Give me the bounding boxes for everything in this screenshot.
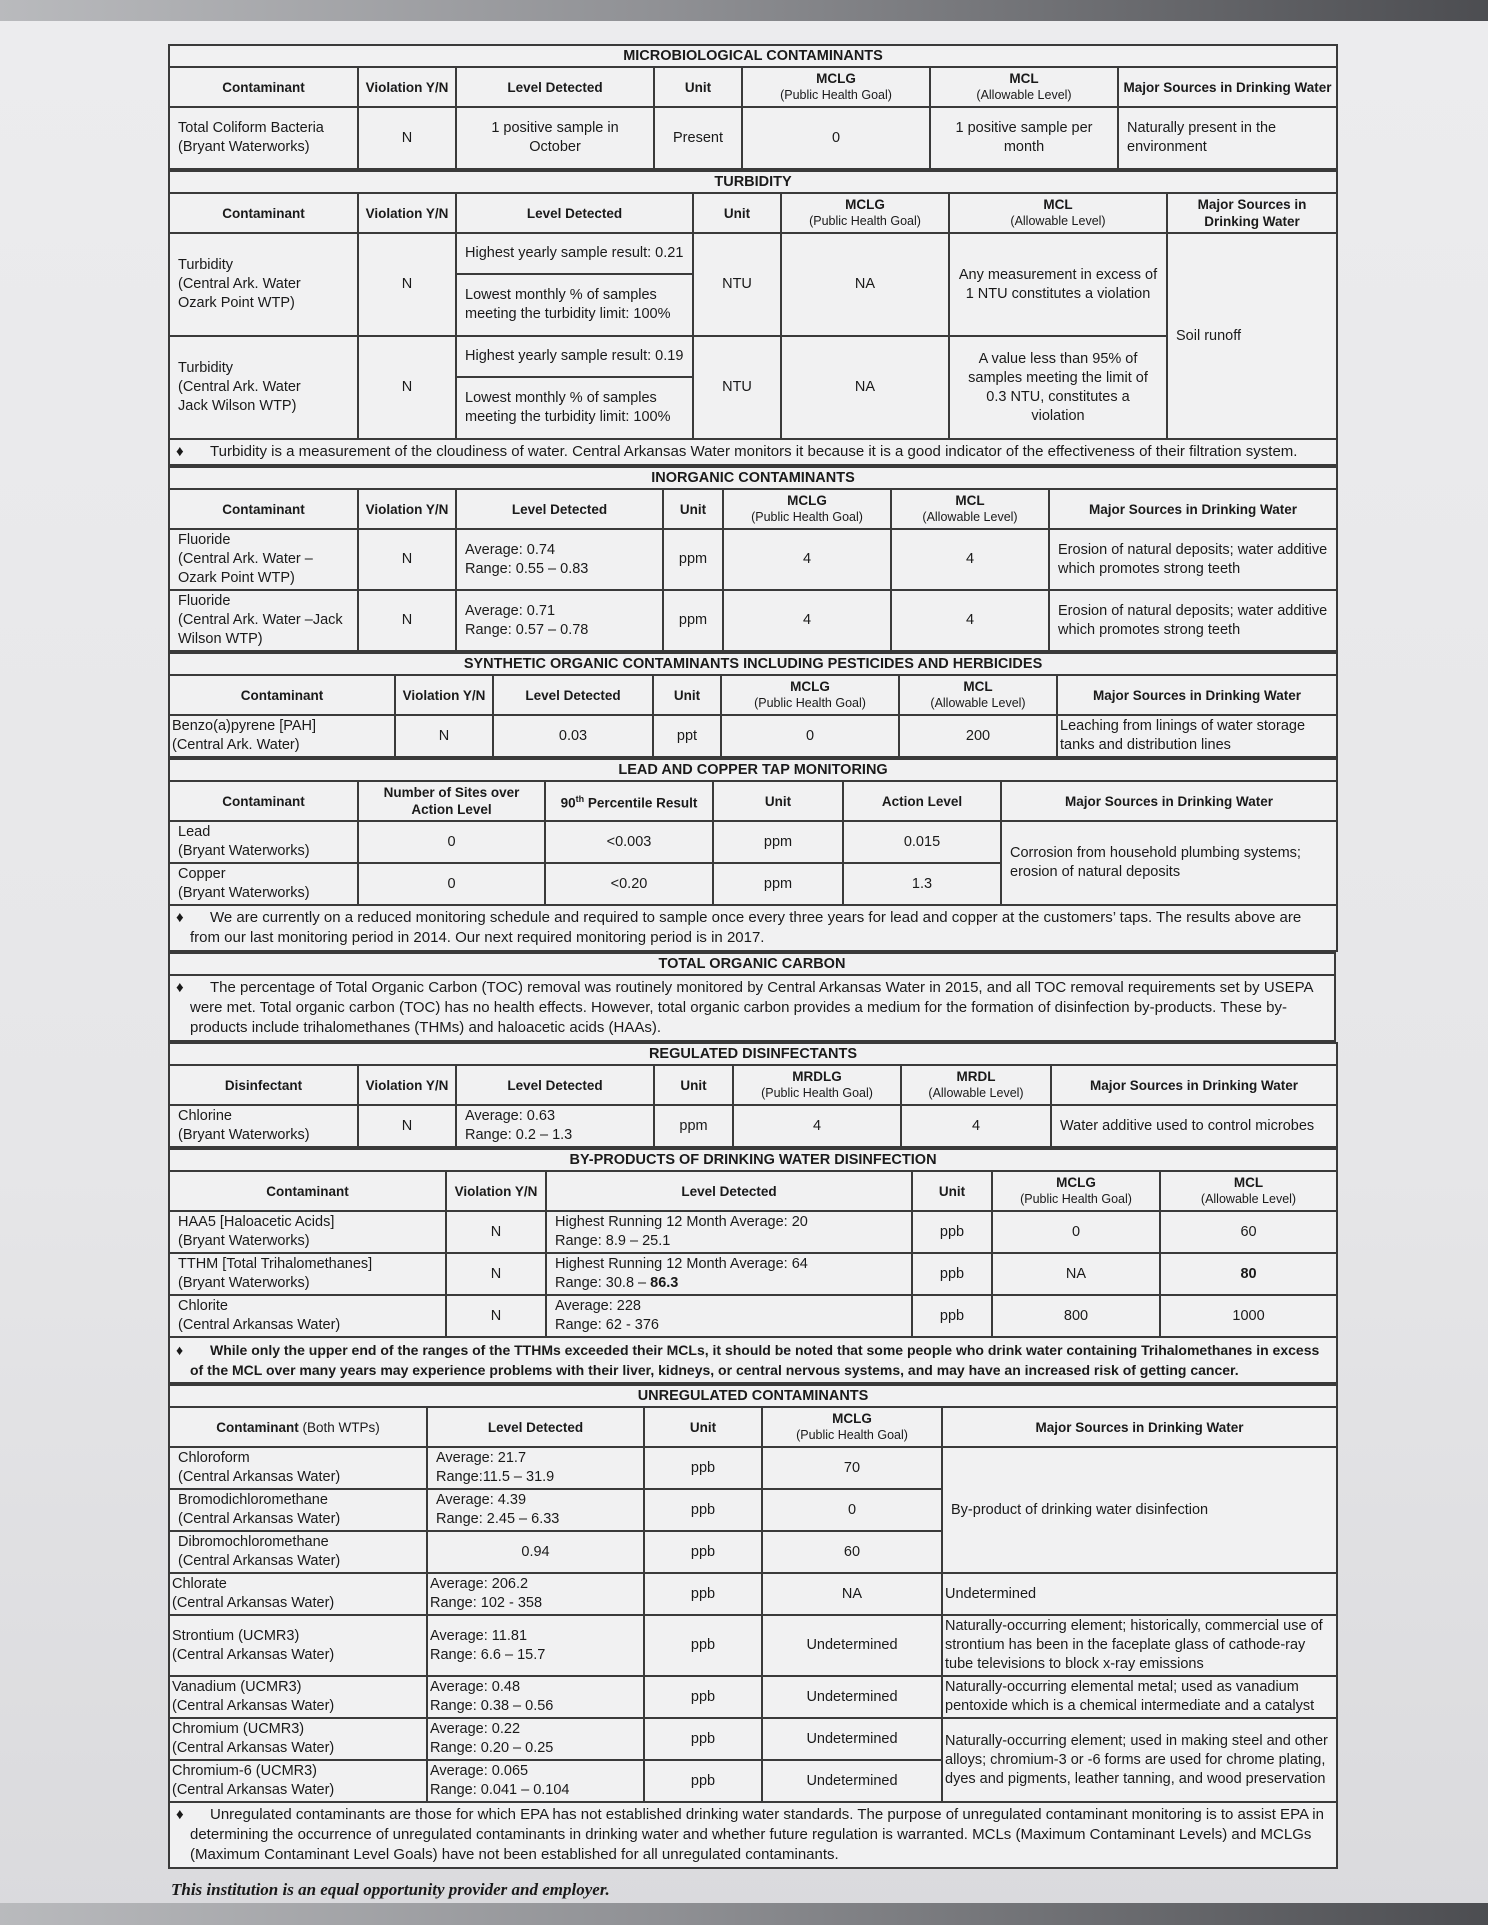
source-cell: Water additive used to control microbes — [1051, 1105, 1337, 1147]
violation-cell: N — [358, 107, 456, 169]
col-header: Unit — [713, 781, 843, 821]
level-cell: Average: 21.7 Range:11.5 – 31.9 — [427, 1447, 644, 1489]
col-header: Major Sources in Drinking Water — [1001, 781, 1337, 821]
mcl-cell: 1 positive sample per month — [930, 107, 1118, 169]
unit-cell: NTU — [693, 233, 781, 336]
col-header: Major Sources in Drinking Water — [1049, 489, 1337, 529]
top-decorative-bar — [0, 0, 1488, 21]
level-cell: Lowest monthly % of samples meeting the turbidity limit: 100% — [456, 274, 693, 336]
turbidity-table — [168, 170, 1338, 466]
contaminant-cell: Chromium-6 (UCMR3) (Central Arkansas Water) — [169, 1760, 427, 1802]
unit-cell: ppm — [654, 1105, 733, 1147]
unit-cell: ppb — [644, 1676, 762, 1718]
diamond-bullet-icon: ♦ — [176, 1342, 184, 1358]
col-header: Number of Sites over Action Level — [358, 781, 545, 821]
contaminant-cell: Copper (Bryant Waterworks) — [169, 863, 358, 905]
violation-cell: N — [358, 336, 456, 439]
unit-cell: ppm — [713, 863, 843, 905]
level-cell: Average: 0.63 Range: 0.2 – 1.3 — [456, 1105, 654, 1147]
table-row — [169, 1676, 1337, 1718]
col-header: Level Detected — [493, 675, 653, 715]
col-header: Violation Y/N — [446, 1171, 546, 1211]
sites-cell: 0 — [358, 863, 545, 905]
table-row — [169, 1211, 1337, 1253]
unit-cell: ppb — [644, 1573, 762, 1615]
level-cell: Average: 4.39 Range: 2.45 – 6.33 — [427, 1489, 644, 1531]
percentile-cell: <0.20 — [545, 863, 713, 905]
col-header: MCLG (Public Health Goal) — [721, 675, 899, 715]
level-cell: Average: 11.81 Range: 6.6 – 15.7 — [427, 1615, 644, 1676]
percentile-cell: <0.003 — [545, 821, 713, 863]
contaminant-cell: Fluoride (Central Ark. Water – Ozark Point WTP) — [169, 529, 358, 590]
unit-cell: ppm — [663, 590, 723, 651]
table-row — [169, 590, 1337, 651]
contaminant-cell: Lead (Bryant Waterworks) — [169, 821, 358, 863]
contaminant-cell: Turbidity (Central Ark. Water Jack Wilson WTP) — [169, 336, 358, 439]
level-cell: Average: 0.48 Range: 0.38 – 0.56 — [427, 1676, 644, 1718]
level-cell: Lowest monthly % of samples meeting the turbidity limit: 100% — [456, 377, 693, 439]
col-header: Level Detected — [456, 489, 663, 529]
contaminant-cell: HAA5 [Haloacetic Acids] (Bryant Waterworks) — [169, 1211, 446, 1253]
table-row — [169, 1295, 1337, 1337]
mcl-cell: 1000 — [1160, 1295, 1337, 1337]
col-header: MCL (Allowable Level) — [949, 193, 1167, 233]
table-row — [169, 107, 1337, 169]
source-cell: Naturally-occurring elemental metal; used as vanadium pentoxide which is a chemical intermediate and a catalyst — [942, 1676, 1337, 1718]
unit-cell: ppt — [653, 715, 721, 757]
section-title: UNREGULATED CONTAMINANTS — [169, 1385, 1337, 1407]
mclg-cell: 800 — [992, 1295, 1160, 1337]
section-title: SYNTHETIC ORGANIC CONTAMINANTS INCLUDING PESTICIDES AND HERBICIDES — [169, 653, 1337, 675]
col-header: Violation Y/N — [358, 1065, 456, 1105]
source-cell: Erosion of natural deposits; water additive which promotes strong teeth — [1049, 529, 1337, 590]
col-header: Contaminant — [169, 67, 358, 107]
lead-copper-table — [168, 758, 1338, 952]
note: ♦ We are currently on a reduced monitoring schedule and required to sample once every three years for lead and copper at the customers’ taps. The results above are from our last monitoring period in 2014. Our next required monitoring period is in 2017. — [169, 905, 1337, 951]
mcl-cell: 4 — [891, 529, 1049, 590]
mclg-cell: Undetermined — [762, 1760, 942, 1802]
mcl-cell: 200 — [899, 715, 1057, 757]
contaminant-cell: Chromium (UCMR3) (Central Arkansas Water) — [169, 1718, 427, 1760]
col-header: Violation Y/N — [358, 67, 456, 107]
contaminant-cell: Total Coliform Bacteria (Bryant Waterworks) — [169, 107, 358, 169]
mclg-cell: 0 — [992, 1211, 1160, 1253]
table-row — [169, 1105, 1337, 1147]
col-header: Level Detected — [427, 1407, 644, 1447]
mrdlg-cell: 4 — [733, 1105, 901, 1147]
mcl-cell: 60 — [1160, 1211, 1337, 1253]
diamond-bullet-icon: ♦ — [176, 909, 184, 926]
col-header: MCL (Allowable Level) — [930, 67, 1118, 107]
violation-cell: N — [446, 1295, 546, 1337]
col-header: MCL (Allowable Level) — [891, 489, 1049, 529]
level-cell: Average: 228 Range: 62 - 376 — [546, 1295, 912, 1337]
contaminant-cell: Vanadium (UCMR3) (Central Arkansas Water) — [169, 1676, 427, 1718]
col-header: MRDL (Allowable Level) — [901, 1065, 1051, 1105]
note: ♦ Unregulated contaminants are those for which EPA has not established drinking water standards. The purpose of unregulated contaminant monitoring is to assist EPA in determining the occurrence of unregulated contaminants in drinking water and whether future regulation is warranted. MCLs (Maximum Contaminant Levels) and MCLGs (Maximum Contaminant Level Goals) have not been established for all unregulated contaminants. — [169, 1802, 1337, 1868]
equal-opportunity-footer: This institution is an equal opportunity provider and employer. — [171, 1880, 610, 1899]
mcl-cell: 4 — [891, 590, 1049, 651]
mclg-cell: 4 — [723, 590, 891, 651]
col-header: Unit — [644, 1407, 762, 1447]
contaminant-cell: Bromodichloromethane (Central Arkansas Water) — [169, 1489, 427, 1531]
unit-cell: ppb — [644, 1447, 762, 1489]
contaminant-cell: Strontium (UCMR3) (Central Arkansas Water) — [169, 1615, 427, 1676]
col-header: MRDLG (Public Health Goal) — [733, 1065, 901, 1105]
table-row — [169, 1718, 1337, 1760]
violation-cell: N — [358, 1105, 456, 1147]
mclg-cell: Undetermined — [762, 1676, 942, 1718]
contaminant-cell: Benzo(a)pyrene [PAH] (Central Ark. Water) — [169, 715, 395, 757]
level-cell: 1 positive sample in October — [456, 107, 654, 169]
col-header: MCLG (Public Health Goal) — [742, 67, 930, 107]
contaminant-cell: TTHM [Total Trihalomethanes] (Bryant Waterworks) — [169, 1253, 446, 1295]
table-row — [169, 1253, 1337, 1295]
unregulated-table — [168, 1384, 1338, 1869]
water-quality-report — [168, 44, 1336, 1869]
section-title: MICROBIOLOGICAL CONTAMINANTS — [169, 45, 1337, 67]
col-header: MCLG (Public Health Goal) — [762, 1407, 942, 1447]
unit-cell: ppb — [644, 1531, 762, 1573]
source-cell: Naturally present in the environment — [1118, 107, 1337, 169]
unit-cell: ppb — [912, 1253, 992, 1295]
contaminant-cell: Chlorate (Central Arkansas Water) — [169, 1573, 427, 1615]
mclg-cell: Undetermined — [762, 1615, 942, 1676]
col-header: Unit — [654, 67, 742, 107]
violation-cell: N — [446, 1211, 546, 1253]
section-title: REGULATED DISINFECTANTS — [169, 1043, 1337, 1065]
microbiological-table — [168, 44, 1338, 170]
sites-cell: 0 — [358, 821, 545, 863]
col-header: Unit — [693, 193, 781, 233]
contaminant-cell: Turbidity (Central Ark. Water Ozark Point WTP) — [169, 233, 358, 336]
col-header: Major Sources in Drinking Water — [1167, 193, 1337, 233]
diamond-bullet-icon: ♦ — [176, 1806, 184, 1823]
col-header: MCLG (Public Health Goal) — [992, 1171, 1160, 1211]
diamond-bullet-icon: ♦ — [176, 443, 184, 460]
source-cell: Naturally-occurring element; historically, commercial use of strontium has been in the faceplate glass of cathode-ray tube televisions to block x-ray emissions — [942, 1615, 1337, 1676]
unit-cell: ppb — [644, 1760, 762, 1802]
mclg-cell: 60 — [762, 1531, 942, 1573]
table-row — [169, 336, 1337, 377]
mclg-cell: 70 — [762, 1447, 942, 1489]
col-header: Contaminant — [169, 1171, 446, 1211]
mcl-cell: 80 — [1160, 1253, 1337, 1295]
unit-cell: ppb — [644, 1718, 762, 1760]
mrdl-cell: 4 — [901, 1105, 1051, 1147]
col-header: Level Detected — [456, 1065, 654, 1105]
mclg-cell: Undetermined — [762, 1718, 942, 1760]
unit-cell: ppm — [713, 821, 843, 863]
source-cell: Erosion of natural deposits; water additive which promotes strong teeth — [1049, 590, 1337, 651]
contaminant-cell: Chlorite (Central Arkansas Water) — [169, 1295, 446, 1337]
col-header: Unit — [654, 1065, 733, 1105]
level-cell: Average: 0.065 Range: 0.041 – 0.104 — [427, 1760, 644, 1802]
col-header: Violation Y/N — [395, 675, 493, 715]
col-header: MCL (Allowable Level) — [1160, 1171, 1337, 1211]
section-title: LEAD AND COPPER TAP MONITORING — [169, 759, 1337, 781]
section-title: BY-PRODUCTS OF DRINKING WATER DISINFECTION — [169, 1149, 1337, 1171]
level-cell: Average: 0.22 Range: 0.20 – 0.25 — [427, 1718, 644, 1760]
col-header: Unit — [663, 489, 723, 529]
col-header: Major Sources in Drinking Water — [1118, 67, 1337, 107]
unit-cell: Present — [654, 107, 742, 169]
note: ♦ Turbidity is a measurement of the cloudiness of water. Central Arkansas Water monitors it because it is a good indicator of the effectiveness of their filtration system. — [169, 439, 1337, 465]
col-header: Violation Y/N — [358, 193, 456, 233]
violation-cell: N — [358, 233, 456, 336]
table-row — [169, 715, 1337, 757]
col-header: 90th Percentile Result — [545, 781, 713, 821]
action-level-cell: 1.3 — [843, 863, 1001, 905]
level-cell: Highest yearly sample result: 0.21 — [456, 233, 693, 274]
violation-cell: N — [358, 590, 456, 651]
table-row — [169, 233, 1337, 274]
bottom-decorative-bar — [0, 1903, 1488, 1925]
section-title: INORGANIC CONTAMINANTS — [169, 467, 1337, 489]
mcl-cell: A value less than 95% of samples meeting the limit of 0.3 NTU, constitutes a violation — [949, 336, 1167, 439]
unit-cell: ppb — [644, 1615, 762, 1676]
col-header: Level Detected — [456, 193, 693, 233]
violation-cell: N — [446, 1253, 546, 1295]
mclg-cell: NA — [781, 336, 949, 439]
col-header: Unit — [653, 675, 721, 715]
mclg-cell: 0 — [742, 107, 930, 169]
col-header: Action Level — [843, 781, 1001, 821]
section-title: TURBIDITY — [169, 171, 1337, 193]
col-header: Violation Y/N — [358, 489, 456, 529]
byproducts-table — [168, 1148, 1338, 1384]
level-cell: Highest Running 12 Month Average: 64 Range: 30.8 – 86.3 — [546, 1253, 912, 1295]
level-cell: Highest yearly sample result: 0.19 — [456, 336, 693, 377]
inorganic-table — [168, 466, 1338, 652]
note: ♦ While only the upper end of the ranges of the TTHMs exceeded their MCLs, it should be noted that some people who drink water containing Trihalomethanes in excess of the MCL over many years may experience problems with their liver, kidneys, or central nervous systems, and may have an increased risk of getting cancer. — [169, 1337, 1337, 1383]
diamond-bullet-icon: ♦ — [176, 979, 184, 996]
note: ♦ The percentage of Total Organic Carbon (TOC) removal was routinely monitored by Central Arkansas Water in 2015, and all TOC removal requirements set by USEPA were met. Total organic carbon (TOC) has no health effects. However, total organic carbon provides a medium for the formation of disinfection by-products. These by-products include trihalomethanes (THMs) and haloacetic acids (HAAs). — [169, 975, 1335, 1041]
col-header: Contaminant — [169, 193, 358, 233]
level-cell: Average: 0.71 Range: 0.57 – 0.78 — [456, 590, 663, 651]
col-header: Major Sources in Drinking Water — [942, 1407, 1337, 1447]
violation-cell: N — [358, 529, 456, 590]
col-header: Contaminant — [169, 781, 358, 821]
unit-cell: NTU — [693, 336, 781, 439]
source-cell: Soil runoff — [1167, 233, 1337, 439]
section-title: TOTAL ORGANIC CARBON — [169, 953, 1335, 975]
col-header: Contaminant — [169, 489, 358, 529]
table-row — [169, 1447, 1337, 1489]
mclg-cell: 0 — [762, 1489, 942, 1531]
source-cell: By-product of drinking water disinfection — [942, 1447, 1337, 1573]
col-header: MCL (Allowable Level) — [899, 675, 1057, 715]
level-cell: 0.03 — [493, 715, 653, 757]
table-row — [169, 1615, 1337, 1676]
table-row — [169, 529, 1337, 590]
mclg-cell: 4 — [723, 529, 891, 590]
col-header: Disinfectant — [169, 1065, 358, 1105]
table-row — [169, 821, 1337, 863]
level-cell: Average: 0.74 Range: 0.55 – 0.83 — [456, 529, 663, 590]
unit-cell: ppb — [644, 1489, 762, 1531]
unit-cell: ppb — [912, 1295, 992, 1337]
col-header: MCLG (Public Health Goal) — [781, 193, 949, 233]
source-cell: Corrosion from household plumbing systems; erosion of natural deposits — [1001, 821, 1337, 905]
level-cell: Average: 206.2 Range: 102 - 358 — [427, 1573, 644, 1615]
level-cell: Highest Running 12 Month Average: 20 Range: 8.9 – 25.1 — [546, 1211, 912, 1253]
level-cell: 0.94 — [427, 1531, 644, 1573]
contaminant-cell: Fluoride (Central Ark. Water –Jack Wilson WTP) — [169, 590, 358, 651]
unit-cell: ppb — [912, 1211, 992, 1253]
synthetic-organic-table — [168, 652, 1338, 758]
mcl-cell: Any measurement in excess of 1 NTU constitutes a violation — [949, 233, 1167, 336]
col-header: Major Sources in Drinking Water — [1057, 675, 1337, 715]
col-header: Level Detected — [546, 1171, 912, 1211]
contaminant-cell: Chlorine (Bryant Waterworks) — [169, 1105, 358, 1147]
col-header: Contaminant (Both WTPs) — [169, 1407, 427, 1447]
action-level-cell: 0.015 — [843, 821, 1001, 863]
mclg-cell: NA — [762, 1573, 942, 1615]
toc-table — [168, 952, 1336, 1042]
disinfectants-table — [168, 1042, 1338, 1148]
col-header: MCLG (Public Health Goal) — [723, 489, 891, 529]
unit-cell: ppm — [663, 529, 723, 590]
col-header: Major Sources in Drinking Water — [1051, 1065, 1337, 1105]
source-cell: Leaching from linings of water storage tanks and distribution lines — [1057, 715, 1337, 757]
col-header: Level Detected — [456, 67, 654, 107]
violation-cell: N — [395, 715, 493, 757]
source-cell: Undetermined — [942, 1573, 1337, 1615]
col-header: Unit — [912, 1171, 992, 1211]
mclg-cell: 0 — [721, 715, 899, 757]
source-cell: Naturally-occurring element; used in making steel and other alloys; chromium-3 or -6 forms are used for chrome plating, dyes and pigments, leather tanning, and wood preservation — [942, 1718, 1337, 1802]
contaminant-cell: Chloroform (Central Arkansas Water) — [169, 1447, 427, 1489]
table-row — [169, 1573, 1337, 1615]
contaminant-cell: Dibromochloromethane (Central Arkansas Water) — [169, 1531, 427, 1573]
mclg-cell: NA — [992, 1253, 1160, 1295]
mclg-cell: NA — [781, 233, 949, 336]
col-header: Contaminant — [169, 675, 395, 715]
